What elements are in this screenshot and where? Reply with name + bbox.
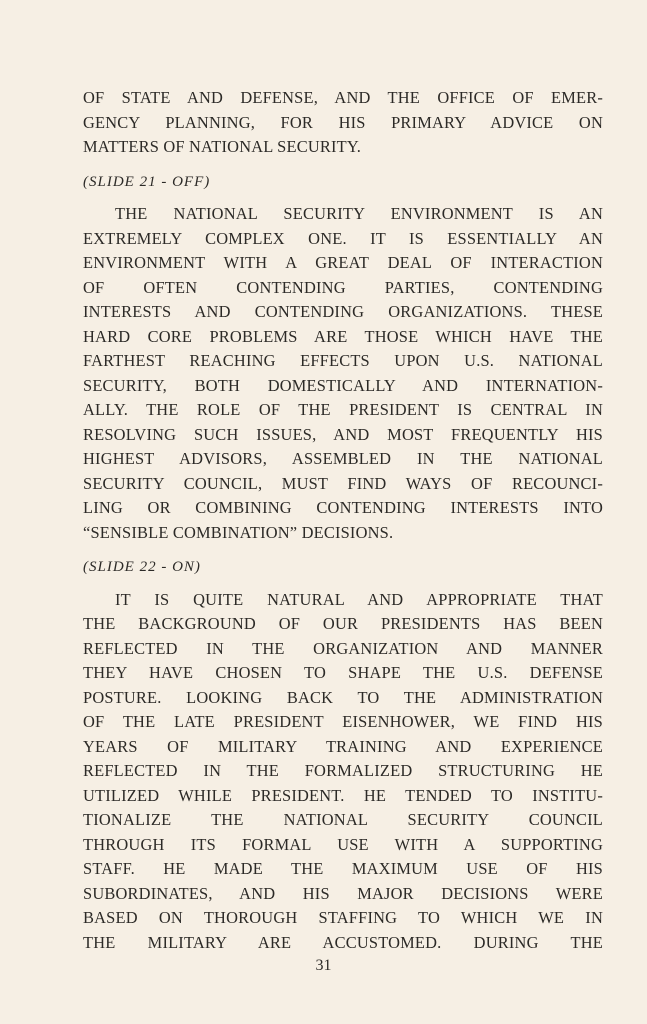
slide-cue: (SLIDE 21 - OFF) — [83, 173, 211, 190]
text-line: RESOLVING SUCH ISSUES, AND MOST FREQUENTLY HIS — [83, 424, 603, 444]
text-line: EXTREMELY COMPLEX ONE. IT IS ESSENTIALLY AN — [83, 228, 603, 248]
text-line: GENCY PLANNING, FOR HIS PRIMARY ADVICE ON — [83, 112, 603, 132]
paragraph-presidents-background — [83, 588, 603, 956]
text-line: TIONALIZE THE NATIONAL SECURITY COUNCIL — [83, 810, 603, 829]
text-line: POSTURE. LOOKING BACK TO THE ADMINISTRATION — [83, 687, 603, 707]
text-line: HARD CORE PROBLEMS ARE THOSE WHICH HAVE THE — [83, 326, 603, 346]
text-line: UTILIZED WHILE PRESIDENT. HE TENDED TO INSTITU- — [83, 785, 603, 805]
paragraph-security-environment — [83, 202, 603, 545]
text-line: REFLECTED IN THE FORMALIZED STRUCTURING HE — [83, 761, 603, 780]
intro-paragraph — [83, 86, 603, 160]
page-body — [83, 86, 603, 955]
text-line: HIGHEST ADVISORS, ASSEMBLED IN THE NATIONAL — [83, 449, 603, 468]
text-line: INTERESTS AND CONTENDING ORGANIZATIONS. THESE — [83, 302, 603, 321]
text-line: THE NATIONAL SECURITY ENVIRONMENT IS AN — [115, 204, 603, 223]
text-line: “SENSIBLE COMBINATION” DECISIONS. — [83, 522, 394, 542]
text-line: OF THE LATE PRESIDENT EISENHOWER, WE FIND HIS — [83, 712, 603, 731]
text-line: BASED ON THOROUGH STAFFING TO WHICH WE IN — [83, 908, 603, 927]
text-line: FARTHEST REACHING EFFECTS UPON U.S. NATIONAL — [83, 351, 603, 370]
text-line: ENVIRONMENT WITH A GREAT DEAL OF INTERACTION — [83, 253, 603, 272]
text-line: REFLECTED IN THE ORGANIZATION AND MANNER — [83, 638, 603, 658]
text-line: THE MILITARY ARE ACCUSTOMED. DURING THE — [83, 932, 603, 952]
text-line: STAFF. HE MADE THE MAXIMUM USE OF HIS — [83, 859, 603, 878]
text-line: SECURITY, BOTH DOMESTICALLY AND INTERNATION- — [83, 375, 603, 395]
text-line: YEARS OF MILITARY TRAINING AND EXPERIENCE — [83, 736, 603, 756]
page-number: 31 — [315, 957, 332, 974]
text-line: THEY HAVE CHOSEN TO SHAPE THE U.S. DEFENSE — [83, 663, 603, 682]
text-line: ALLY. THE ROLE OF THE PRESIDENT IS CENTRAL IN — [83, 400, 603, 419]
text-line: MATTERS OF NATIONAL SECURITY. — [83, 137, 362, 156]
text-line: OF STATE AND DEFENSE, AND THE OFFICE OF EMER- — [83, 88, 603, 107]
text-line: SUBORDINATES, AND HIS MAJOR DECISIONS WERE — [83, 883, 603, 903]
text-line: SECURITY COUNCIL, MUST FIND WAYS OF RECOUNCI- — [83, 473, 603, 493]
text-line: THE BACKGROUND OF OUR PRESIDENTS HAS BEEN — [83, 614, 603, 633]
text-line: IT IS QUITE NATURAL AND APPROPRIATE THAT — [115, 589, 603, 609]
text-line: OF OFTEN CONTENDING PARTIES, CONTENDING — [83, 277, 603, 297]
text-line: LING OR COMBINING CONTENDING INTERESTS INTO — [83, 498, 603, 517]
slide-cue: (SLIDE 22 - ON) — [83, 559, 201, 575]
text-line: THROUGH ITS FORMAL USE WITH A SUPPORTING — [83, 834, 603, 854]
